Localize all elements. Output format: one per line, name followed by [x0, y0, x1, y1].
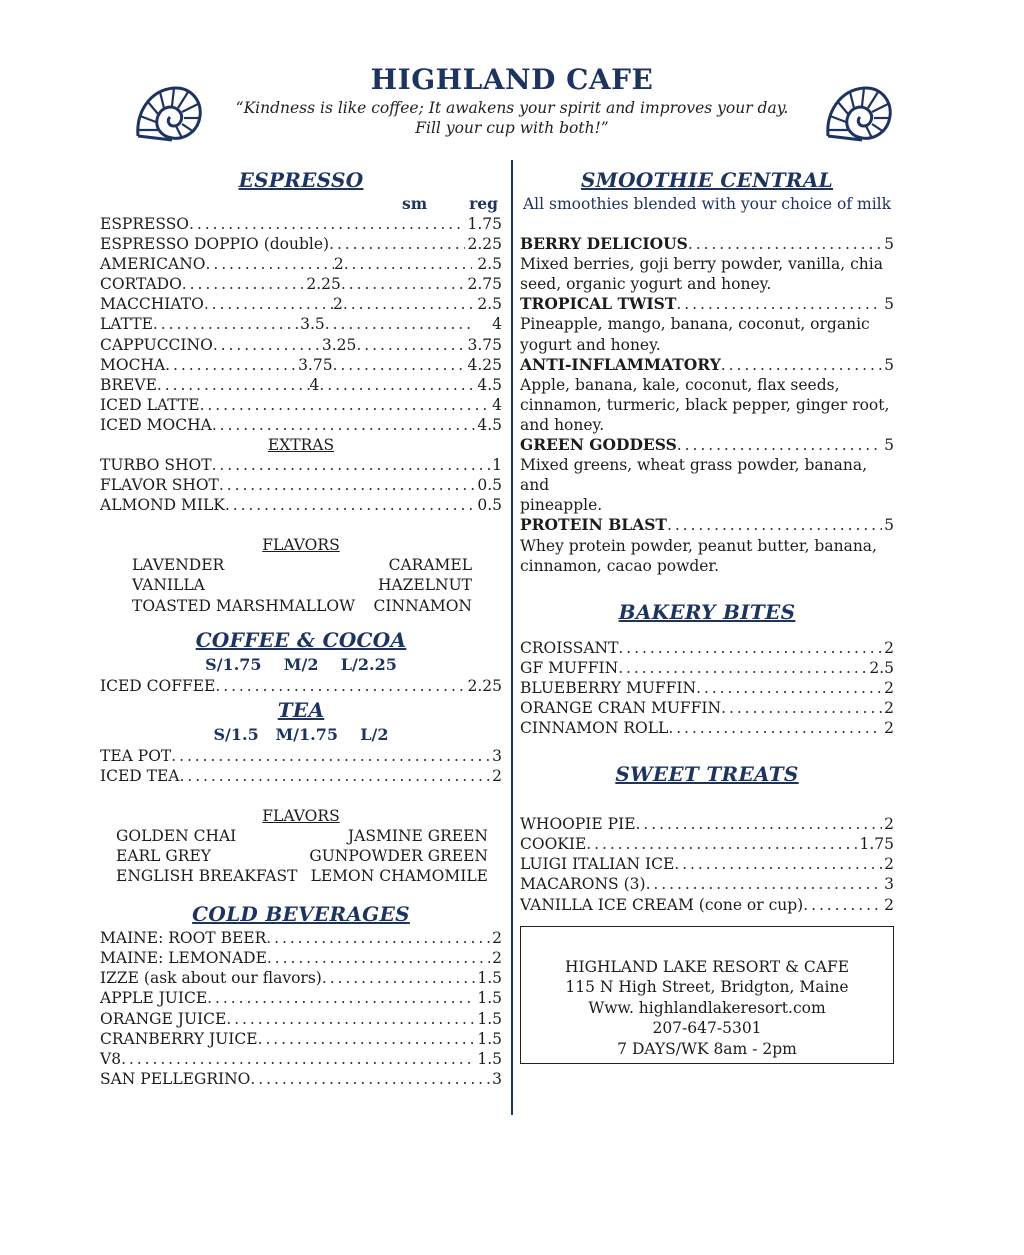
dot-leader — [674, 854, 882, 874]
column-divider — [511, 160, 513, 1115]
extras-heading: EXTRAS — [267, 436, 335, 455]
item-price: 0.5 — [477, 496, 502, 515]
flavor-column-left — [132, 555, 355, 615]
dot-leader — [677, 435, 882, 455]
dot-leader — [343, 294, 472, 314]
menu-item-row — [520, 435, 894, 455]
dot-leader — [721, 355, 882, 375]
item-price-small: 3.75 — [298, 355, 333, 374]
flavor-name: VANILLA — [132, 576, 205, 595]
item-price: 1.5 — [477, 1049, 502, 1068]
dot-leader — [121, 1049, 475, 1069]
dot-leader — [646, 874, 883, 894]
dot-leader — [267, 948, 490, 968]
dot-leader — [153, 314, 300, 334]
flavor-column-left — [116, 826, 297, 886]
menu-item-row — [100, 766, 502, 786]
menu-item-row — [100, 214, 502, 234]
dot-leader — [171, 746, 490, 766]
menu-item-row — [100, 948, 502, 968]
item-description: Pineapple, mango, banana, coconut, organic — [520, 315, 870, 334]
espresso-flavors — [100, 555, 502, 615]
item-name: V8 — [100, 1049, 122, 1068]
item-name: CORTADO — [100, 275, 182, 294]
dot-leader — [157, 375, 310, 395]
tea-sizes: S/1.5 M/1.75 L/2 — [213, 724, 389, 744]
menu-item-row — [520, 698, 894, 718]
menu-item-row — [520, 834, 894, 854]
menu-item-row — [520, 814, 894, 834]
contact-line: HIGHLAND LAKE RESORT & CAFE — [564, 958, 850, 976]
item-name: TROPICAL TWIST — [520, 294, 677, 314]
item-price: 4 — [492, 315, 502, 334]
item-price: 2 — [884, 815, 894, 834]
menu-item-row — [520, 895, 894, 915]
dot-leader — [688, 234, 882, 254]
item-name: SAN PELLEGRINO — [100, 1069, 251, 1088]
item-price: 2.5 — [477, 255, 502, 274]
menu-item-row — [100, 274, 502, 294]
dot-leader — [204, 294, 333, 314]
menu-item-row — [100, 475, 502, 495]
flavor-name: TOASTED MARSHMALLOW — [132, 596, 356, 615]
item-name: ANTI-INFLAMMATORY — [520, 354, 721, 374]
menu-item-row — [100, 1049, 502, 1069]
item-name: ESPRESSO DOPPIO (double) — [100, 235, 330, 254]
item-name: WHOOPIE PIE — [520, 815, 636, 834]
flavor-name: CARAMEL — [388, 556, 472, 575]
dot-leader — [212, 455, 491, 475]
bakery-heading: BAKERY BITES — [618, 599, 796, 624]
sweets-list — [520, 814, 894, 914]
menu-item-row — [100, 495, 502, 515]
item-price: 5 — [884, 235, 894, 254]
item-price: 2 — [492, 929, 502, 948]
item-name: MAINE: LEMONADE — [100, 949, 267, 968]
menu-item-row — [520, 294, 894, 314]
flavor-name: HAZELNUT — [377, 576, 472, 595]
contact-line: Www. highlandlakeresort.com — [588, 998, 826, 1017]
item-price: 1.75 — [859, 835, 894, 854]
dot-leader — [226, 1009, 475, 1029]
dot-leader — [636, 814, 883, 834]
item-price-small: 3.5 — [300, 315, 325, 334]
menu-item-row — [520, 854, 894, 874]
item-price: 5 — [884, 436, 894, 455]
coffee-heading: COFFEE & COCOA — [195, 627, 407, 652]
dot-leader — [219, 475, 475, 495]
dot-leader — [189, 214, 465, 234]
flavor-name: CINNAMON — [373, 596, 472, 615]
menu-item-row — [100, 1009, 502, 1029]
dot-leader — [182, 274, 307, 294]
item-price: 2 — [884, 678, 894, 697]
item-name: ICED COFFEE — [100, 676, 216, 695]
nautilus-shell-icon — [822, 82, 894, 146]
right-column — [520, 166, 894, 915]
item-name: ORANGE CRAN MUFFIN — [520, 698, 722, 717]
flavor-name: JASMINE GREEN — [347, 826, 488, 845]
menu-item-row — [100, 1029, 502, 1049]
menu-item-row — [100, 294, 502, 314]
tea-flavors — [100, 826, 502, 886]
dot-leader — [586, 834, 857, 854]
item-name: VANILLA ICE CREAM (cone or cup) — [520, 895, 804, 914]
item-name: MOCHA — [100, 355, 166, 374]
item-name: ALMOND MILK — [100, 496, 225, 515]
item-price: 0.5 — [477, 476, 502, 495]
item-name: ICED TEA — [100, 766, 180, 785]
left-column — [100, 166, 502, 1089]
dot-leader — [803, 895, 882, 915]
espresso-list — [100, 214, 502, 435]
item-price-small: 3.25 — [321, 335, 357, 354]
item-name: ICED LATTE — [100, 395, 200, 414]
menu-item-row — [100, 395, 502, 415]
menu-item-row — [100, 968, 502, 988]
contact-line: 115 N High Street, Bridgton, Maine — [565, 978, 849, 997]
dot-leader — [206, 254, 334, 274]
coffee-sizes: S/1.75 M/2 L/2.25 — [205, 654, 397, 674]
dot-leader — [266, 928, 490, 948]
dot-leader — [215, 676, 465, 696]
dot-leader — [329, 234, 465, 254]
item-price-small: 4 — [309, 375, 320, 394]
size-reg-label: reg — [469, 194, 498, 213]
item-name: APPLE JUICE — [100, 989, 208, 1008]
dot-leader — [333, 355, 466, 375]
contact-line: 207-647-5301 — [652, 1019, 762, 1038]
menu-item-row — [100, 375, 502, 395]
dot-leader — [325, 314, 472, 334]
item-price: 2.5 — [869, 658, 894, 677]
item-name: TURBO SHOT — [100, 456, 212, 475]
flavor-name: ENGLISH BREAKFAST — [116, 867, 298, 886]
menu-item-row — [100, 676, 502, 696]
item-price: 2 — [492, 766, 502, 785]
dot-leader — [322, 968, 476, 988]
smoothie-list — [520, 234, 894, 576]
menu-item-row — [520, 234, 894, 254]
menu-item-row — [520, 355, 894, 375]
item-price-small: 2.25 — [306, 275, 341, 294]
dot-leader — [618, 658, 867, 678]
item-price: 4.5 — [477, 415, 502, 434]
item-price: 3.75 — [467, 335, 502, 354]
coffee-list — [100, 676, 502, 696]
dot-leader — [319, 375, 472, 395]
menu-item-row — [520, 718, 894, 738]
item-price: 4.25 — [467, 355, 502, 374]
quote-line-2: Fill your cup with both!” — [415, 119, 609, 137]
dot-leader — [618, 638, 882, 658]
item-price-small: 2 — [333, 255, 344, 274]
menu-item-row — [100, 254, 502, 274]
tea-flavors-heading: FLAVORS — [262, 806, 340, 825]
item-price: 1.5 — [477, 1029, 502, 1048]
menu-item-row — [520, 658, 894, 678]
item-name: CAPPUCCINO — [100, 335, 213, 354]
item-description: pineapple. — [520, 496, 603, 515]
menu-item-row — [520, 874, 894, 894]
item-name: LATTE — [100, 315, 153, 334]
item-name: MACCHIATO — [100, 295, 204, 314]
item-price: 1.75 — [467, 215, 502, 233]
item-name: BREVE — [100, 375, 157, 394]
item-price: 5 — [884, 516, 894, 535]
item-price: 2.25 — [467, 235, 502, 254]
item-name: BERRY DELICIOUS — [520, 234, 688, 254]
item-price: 2 — [492, 949, 502, 968]
item-name: ESPRESSO — [100, 215, 190, 233]
item-price: 2 — [884, 895, 894, 914]
menu-item-row — [100, 415, 502, 435]
flavor-column-right — [374, 555, 472, 615]
dot-leader — [165, 355, 298, 375]
menu-item-row — [100, 1069, 502, 1089]
item-price: 2.25 — [467, 676, 502, 695]
item-name: PROTEIN BLAST — [520, 515, 667, 535]
menu-item-row — [100, 988, 502, 1008]
item-price-small: 2 — [332, 295, 343, 314]
item-price: 3 — [492, 1069, 502, 1088]
item-name: IZZE (ask about our flavors) — [100, 969, 322, 988]
dot-leader — [344, 254, 472, 274]
item-description: Whey protein powder, peanut butter, banana, — [520, 536, 877, 555]
item-description: and honey. — [520, 415, 605, 434]
item-name: MAINE: ROOT BEER — [100, 929, 267, 948]
tea-heading: TEA — [277, 697, 325, 722]
item-price: 2 — [884, 698, 894, 717]
quote-line-1: “Kindness is like coffee; It awakens your spirit and improves your day. — [235, 99, 789, 117]
item-description: Apple, banana, kale, coconut, flax seeds, — [520, 375, 840, 394]
item-name: AMERICANO — [100, 255, 206, 274]
flavor-name: LEMON CHAMOMILE — [310, 867, 488, 886]
item-description: cinnamon, turmeric, black pepper, ginger root, — [520, 395, 890, 414]
item-description: cinnamon, cacao powder. — [520, 556, 720, 575]
item-price: 5 — [884, 355, 894, 374]
dot-leader — [250, 1069, 490, 1089]
item-price: 2.5 — [477, 295, 502, 314]
item-price: 4 — [492, 395, 502, 414]
item-description: seed, organic yogurt and honey. — [520, 275, 772, 294]
espresso-heading: ESPRESSO — [238, 168, 364, 192]
menu-item-row — [100, 455, 502, 475]
item-name: BLUEBERRY MUFFIN — [520, 678, 697, 697]
dot-leader — [207, 988, 475, 1008]
cold-heading: COLD BEVERAGES — [192, 902, 410, 927]
item-name: CINNAMON ROLL — [520, 719, 669, 738]
dot-leader — [225, 495, 475, 515]
item-name: COOKIE — [520, 835, 587, 854]
menu-item-row — [100, 234, 502, 254]
flavor-name: EARL GREY — [116, 846, 211, 865]
contact-info-box — [520, 926, 894, 1064]
item-price: 1.5 — [477, 969, 502, 988]
menu-item-row — [100, 314, 502, 334]
item-price: 2 — [884, 638, 894, 657]
dot-leader — [668, 718, 882, 738]
item-name: CRANBERRY JUICE — [100, 1029, 258, 1048]
bakery-list — [520, 638, 894, 738]
item-name: ICED MOCHA — [100, 415, 212, 434]
smoothie-heading: SMOOTHIE CENTRAL — [580, 168, 834, 192]
sweets-heading: SWEET TREATS — [615, 762, 799, 787]
tea-list — [100, 746, 502, 786]
dot-leader — [667, 515, 882, 535]
menu-item-row — [100, 355, 502, 375]
cold-list — [100, 928, 502, 1089]
item-price: 3 — [884, 875, 894, 894]
flavor-name: LAVENDER — [132, 556, 225, 575]
menu-item-row — [520, 515, 894, 535]
menu-item-row — [100, 928, 502, 948]
nautilus-shell-icon — [132, 82, 204, 146]
dot-leader — [696, 678, 882, 698]
menu-item-row — [520, 638, 894, 658]
flavor-name: GUNPOWDER GREEN — [309, 846, 488, 865]
espresso-flavors-heading: FLAVORS — [262, 536, 340, 555]
dot-leader — [341, 274, 466, 294]
contact-line: 7 DAYS/WK 8am - 2pm — [617, 1039, 797, 1058]
item-price: 1 — [492, 456, 502, 475]
item-price: 5 — [884, 295, 894, 314]
dot-leader — [676, 294, 882, 314]
item-description: yogurt and honey. — [520, 335, 661, 354]
item-name: GF MUFFIN — [520, 658, 619, 677]
item-name: FLAVOR SHOT — [100, 476, 219, 495]
dot-leader — [212, 415, 476, 435]
item-name: CROISSANT — [520, 638, 619, 657]
item-price: 1.5 — [477, 989, 502, 1008]
smoothie-subtitle: All smoothies blended with your choice of milk — [522, 195, 892, 213]
menu-item-row — [520, 678, 894, 698]
item-description: Mixed berries, goji berry powder, vanilla, chia — [520, 255, 883, 274]
item-name: GREEN GODDESS — [520, 435, 677, 455]
dot-leader — [200, 395, 491, 415]
item-price: 1.5 — [477, 1009, 502, 1028]
size-sm-label: sm — [401, 194, 428, 213]
item-price: 2.75 — [467, 275, 502, 294]
extras-list — [100, 455, 502, 515]
dot-leader — [356, 335, 465, 355]
menu-item-row — [100, 746, 502, 766]
item-name: MACARONS (3) — [520, 875, 646, 894]
dot-leader — [213, 335, 322, 355]
item-price: 2 — [884, 719, 894, 738]
item-name: LUIGI ITALIAN ICE — [520, 855, 675, 874]
item-price: 2 — [884, 855, 894, 874]
cafe-title: HIGHLAND CAFE — [370, 63, 654, 96]
item-name: ORANGE JUICE — [100, 1009, 227, 1028]
item-name: TEA POT — [100, 746, 172, 765]
flavor-name: GOLDEN CHAI — [116, 826, 237, 845]
menu-item-row — [100, 335, 502, 355]
dot-leader — [721, 698, 882, 718]
item-price: 4.5 — [477, 375, 502, 394]
item-description: Mixed greens, wheat grass powder, banana, and — [520, 456, 868, 495]
dot-leader — [258, 1029, 476, 1049]
flavor-column-right — [309, 826, 488, 886]
item-price: 3 — [492, 746, 502, 765]
dot-leader — [180, 766, 491, 786]
